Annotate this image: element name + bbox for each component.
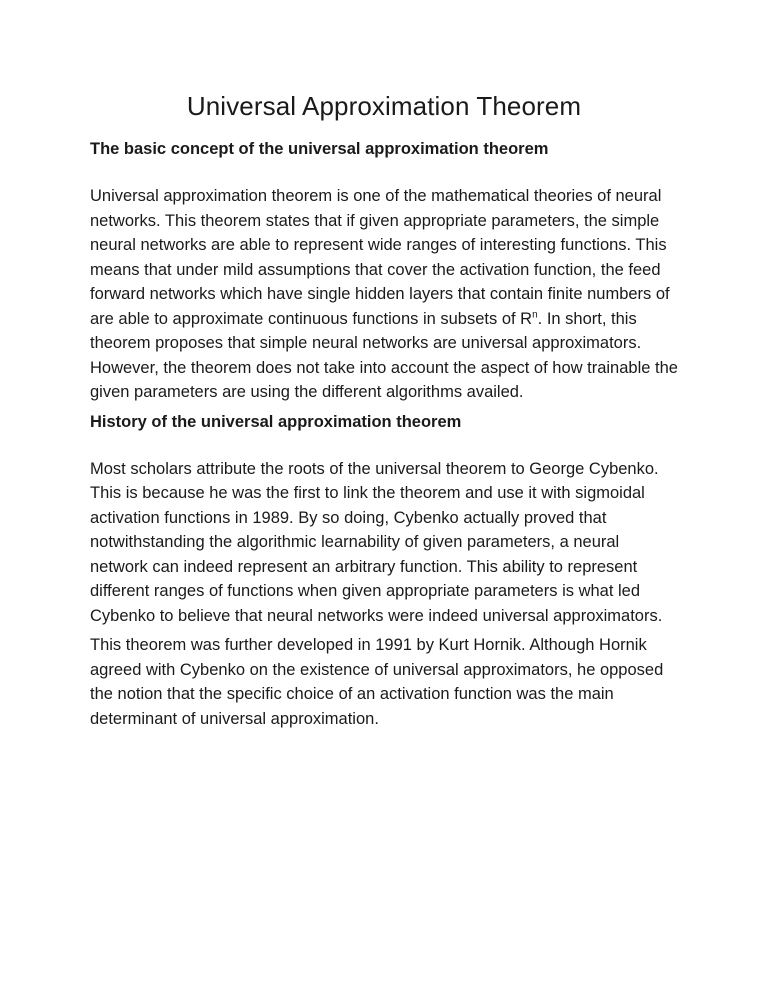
- superscript-n: n: [532, 309, 538, 320]
- paragraph-history-cybenko: Most scholars attribute the roots of the universal theorem to George Cybenko. This is because he was the first to link the theorem and use it with sigmoidal activation functions in 1989. By so doing, Cybenko actually proved that notwithstanding the algorithmic learnability of given parameters, a neural network can indeed represent an arbitrary function. This ability to represent different ranges of functions when given appropriate parameters is what led Cybenko to believe that neural networks were indeed universal approximators.: [90, 459, 663, 625]
- page-title: Universal Approximation Theorem: [186, 91, 582, 121]
- paragraph-basic-concept: [90, 184, 678, 405]
- paragraph-history-hornik: This theorem was further developed in 1991 by Kurt Hornik. Although Hornik agreed with Cybenko on the existence of universal approximators, he opposed the notion that the specific choice of an activation function was the main determinant of universal approximation.: [90, 636, 664, 728]
- paragraph-basic-concept-text-1: Universal approximation theorem is one of the mathematical theories of neural networks. This theorem states that if given appropriate parameters, the simple neural networks are able to represent wide ranges of interesting functions. This means that under mild assumptions that cover the activation function, the feed forward networks which have single hidden layers that contain finite numbers of are able to approximate continuous functions in subsets of R: [90, 187, 670, 328]
- paragraph-basic-concept-text-2: . In short, this theorem proposes that simple neural networks are universal approximators. However, the theorem does not take into account the aspect of how trainable the given parameters are using the different algorithms availed.: [90, 309, 678, 401]
- section-heading-history: History of the universal approximation theorem: [90, 412, 462, 431]
- section-heading-basic-concept: The basic concept of the universal approximation theorem: [90, 140, 549, 158]
